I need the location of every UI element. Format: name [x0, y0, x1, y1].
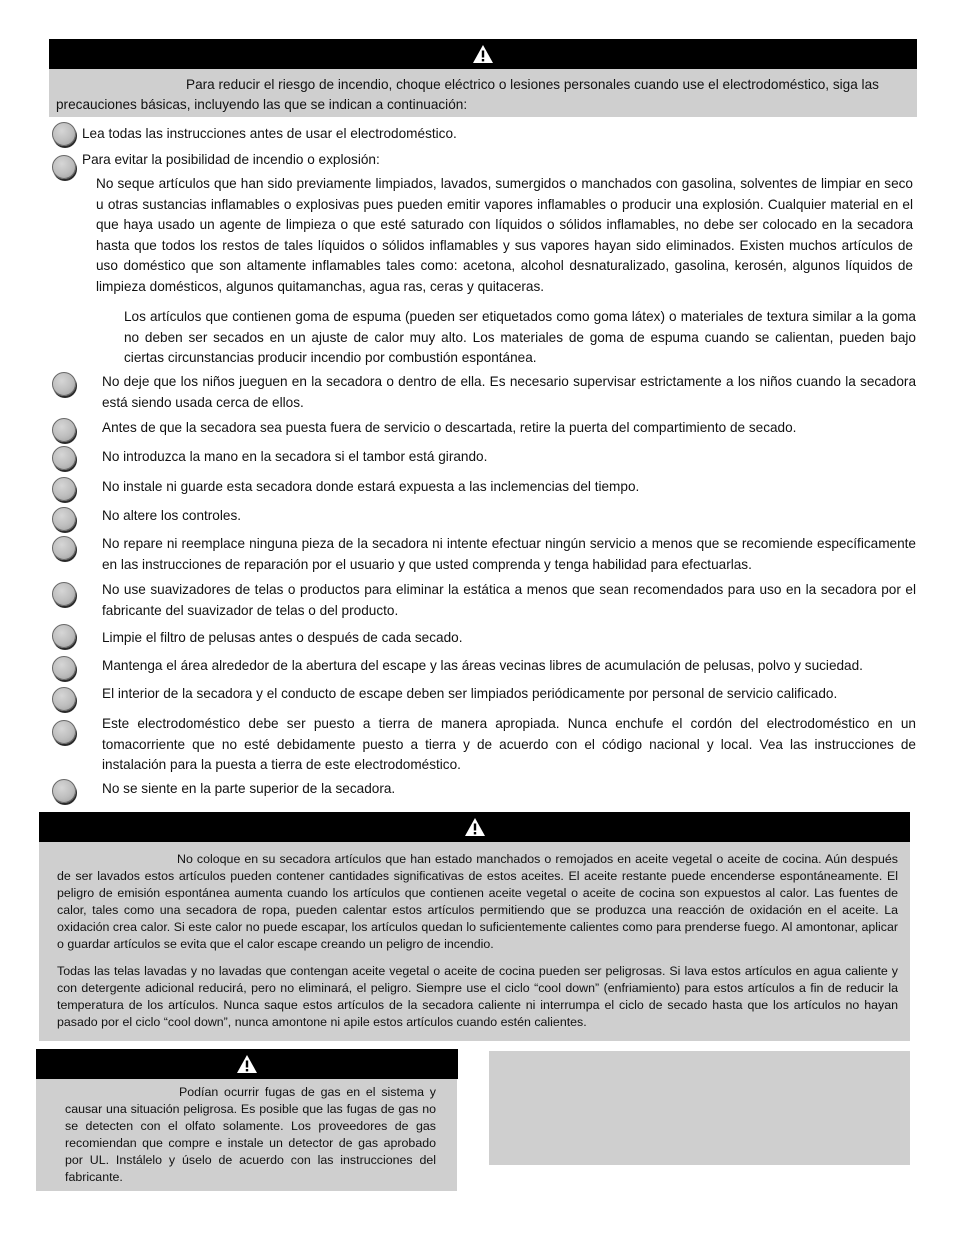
list-item: No instale ni guarde esta secadora donde estará expuesta a las inclemencias del tiempo. — [102, 479, 640, 494]
list-item: Lea todas las instrucciones antes de usar el electrodoméstico. — [82, 126, 457, 141]
intro-text: Para reducir el riesgo de incendio, choque eléctrico o lesiones personales cuando use el electrodoméstico, siga las precauciones básicas, incluyendo las que se indican a continuación: — [56, 77, 879, 112]
warning-header-bar-1 — [49, 39, 917, 69]
round-bullet-icon — [52, 687, 76, 711]
oil-warning-paragraph-1: No coloque en su secadora artículos que han estado manchados o remojados en aceite vegetal o aceite de cocina. Aún después de ser lavados estos artículos pueden contener cantidades significativas de estos aceites. El aceite restante puede encenderse espontáneamente. El peligro de emisión espontánea aumenta cuando los artículos que contienen aceite vegetal o aceite de cocina son expuestos al calor. Las fuentes de calor, tales como una secadora de ropa, pueden calentar estos artículos permitiendo que se produzca una reacción de oxidación en el aceite. La oxidación crea calor. Si este calor no puede escapar, los artículos quedan lo suficientemente calientes como para prenderse fuego. Al amontonar, aplicar o guardar artículos se evita que el calor escape creando un peligro de incendio. — [57, 852, 898, 951]
round-bullet-icon — [52, 418, 76, 442]
round-bullet-icon — [52, 582, 76, 606]
warning-header-bar-2 — [39, 812, 910, 842]
list-item: No use suavizadores de telas o productos para eliminar la estática a menos que sean recomendados para uso en la secadora por el fabricante del suavizador de telas o del producto. — [102, 582, 916, 618]
list-item: No introduzca la mano en la secadora si el tambor está girando. — [102, 449, 488, 464]
round-bullet-icon — [52, 720, 76, 744]
list-item: No repare ni reemplace ninguna pieza de la secadora ni intente efectuar ningún servicio a menos que se recomiende específicamente en las instrucciones de reparación por el usuario y que usted comprenda y tenga habilidad para efectuarlas. — [102, 536, 916, 572]
warning-header-bar-3 — [36, 1049, 458, 1079]
list-item: El interior de la secadora y el conducto de escape deben ser limpiados periódicamente por personal de servicio calificado. — [102, 686, 838, 701]
blank-panel — [489, 1051, 910, 1165]
round-bullet-icon — [52, 624, 76, 648]
warning-triangle-icon — [464, 817, 486, 837]
round-bullet-icon — [52, 656, 76, 680]
list-item: No altere los controles. — [102, 508, 242, 523]
round-bullet-icon — [52, 122, 76, 146]
oil-warning-paragraph-2: Todas las telas lavadas y no lavadas que contengan aceite vegetal o aceite de cocina pueden ser peligrosas. Si lava estos artículos en agua caliente y con detergente adicional reducirá, pero no eliminará, el peligro. Siempre use el ciclo “cool down” (enfriamiento) para estos artículos a fin de reducir la temperatura de los artículos. Nunca saque estos artículos de la secadora caliente ni interrumpa el ciclo de secado hasta que los artículos no hayan pasado por el ciclo “cool down”, nunca amontone ni apile estos artículos cuando estén calientes. — [57, 964, 898, 1029]
list-item: No se siente en la parte superior de la secadora. — [102, 781, 396, 796]
list-item: Antes de que la secadora sea puesta fuera de servicio o descartada, retire la puerta del compartimiento de secado. — [102, 420, 797, 435]
list-item: No deje que los niños jueguen en la secadora o dentro de ella. Es necesario supervisar estrictamente a los niños cuando la secadora está siendo usada cerca de ellos. — [102, 374, 916, 410]
gas-warning-paragraph: Podían ocurrir fugas de gas en el sistema y causar una situación peligrosa. Es posible que las fugas de gas no se detecten con el olfato solamente. Los proveedores de gas recomiendan que compre e instale un detector de gas aprobado por UL. Instálelo y úselo de acuerdo con las instrucciones del fabricante. — [65, 1085, 436, 1184]
sub-paragraph: No seque artículos que han sido previamente limpiados, lavados, sumergidos o manchados con gasolina, solventes de limpiar en seco u otras sustancias inflamables o explosivas pues pueden emitir vapores inflamables o producir una explosión. Cualquier material en el que haya usado un agente de limpieza o que esté saturado con líquidos o sólidos inflamables, no debe ser colocado en la secadora hasta que todos los restos de tales líquidos o sólidos inflamables y sus vapores hayan sido eliminados. Existen muchos artículos de uso doméstico que son altamente inflamables tales como: acetona, alcohol desnaturalizado, gasolina, kerosén, algunos líquidos de limpieza domésticos, algunos quitamanchas, agua ras, ceras y quitaceras. — [96, 176, 913, 294]
sub-paragraph: Los artículos que contienen goma de espuma (pueden ser etiquetados como goma látex) o materiales de textura similar a la goma no deben ser secados en un ajuste de calor muy alto. Los materiales de goma de espuma cuando se calientan, pueden bajo ciertas circunstancias producir incendio por combustión espontánea. — [124, 309, 916, 365]
round-bullet-icon — [52, 372, 76, 396]
round-bullet-icon — [52, 536, 76, 560]
list-item: Este electrodoméstico debe ser puesto a tierra de manera apropiada. Nunca enchufe el cordón del electrodoméstico en un tomacorriente que no esté debidamente puesto a tierra y de acuerdo con el código nacional y local. Vea las instrucciones de instalación para la puesta a tierra de este electrodoméstico. — [102, 716, 916, 772]
warning-triangle-icon — [472, 44, 494, 64]
round-bullet-icon — [52, 477, 76, 501]
list-item: Mantenga el área alrededor de la abertura del escape y las áreas vecinas libres de acumulación de pelusas, polvo y suciedad. — [102, 658, 863, 673]
round-bullet-icon — [52, 507, 76, 531]
warning-triangle-icon — [236, 1054, 258, 1074]
round-bullet-icon — [52, 446, 76, 470]
list-item: Limpie el filtro de pelusas antes o después de cada secado. — [102, 630, 463, 645]
list-item: Para evitar la posibilidad de incendio o explosión: — [82, 152, 380, 167]
round-bullet-icon — [52, 155, 76, 179]
round-bullet-icon — [52, 779, 76, 803]
